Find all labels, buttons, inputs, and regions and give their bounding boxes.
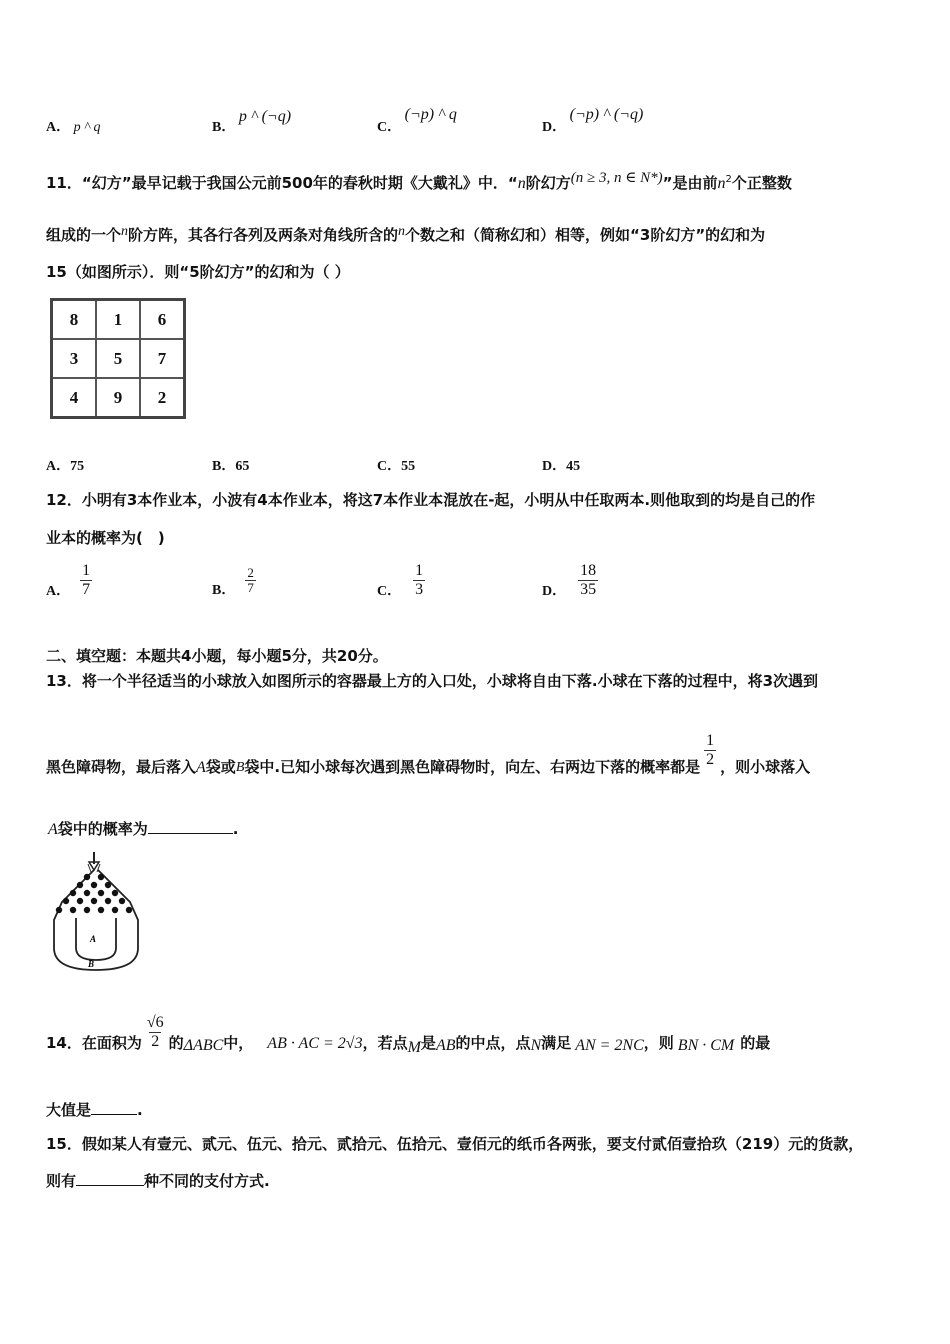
math-a: A	[48, 821, 58, 838]
math-ab: AB	[435, 1037, 456, 1055]
math-n: N	[530, 1037, 542, 1055]
q11-line-2	[46, 224, 765, 245]
text: 个数之和（简称幻和）相等，例如“3阶幻方”的幻和为	[405, 226, 766, 244]
math-b: B	[235, 760, 245, 776]
q13-line-3	[48, 818, 239, 839]
text: 的	[168, 1033, 184, 1052]
math-n: n	[398, 224, 406, 239]
numerator: 1	[706, 732, 715, 749]
numerator: 2	[247, 565, 254, 580]
math-dot-product: BN · CM	[677, 1037, 735, 1055]
fraction	[245, 566, 256, 596]
denominator: 7	[247, 580, 254, 596]
text: 的最	[740, 1033, 771, 1052]
answer-blank[interactable]	[76, 1185, 144, 1186]
math-condition: (n ≥ 3, n ∈ N*)	[570, 170, 663, 186]
text: 满足	[541, 1033, 572, 1052]
text: 种不同的支付方式.	[144, 1172, 270, 1190]
option-expr: p ^ (¬q)	[238, 108, 292, 125]
answer-blank[interactable]	[148, 833, 233, 834]
text: 是	[420, 1033, 436, 1052]
galton-container-figure	[50, 850, 142, 975]
magic-cell: 6	[140, 300, 185, 340]
table-row	[52, 339, 185, 378]
option-letter: A．	[46, 459, 71, 474]
math-a: A	[196, 759, 206, 777]
table-row	[52, 378, 185, 418]
magic-cell: 5	[96, 339, 140, 378]
text: 阶方阵，其各行各列及两条对角线所含的	[128, 226, 399, 244]
q12-option-a	[46, 562, 92, 598]
magic-cell: 4	[52, 378, 97, 418]
entry-arrow-icon	[88, 852, 100, 872]
q10-option-b	[212, 106, 292, 135]
option-letter: C．	[377, 459, 402, 474]
text: 14．在面积为	[46, 1033, 142, 1052]
text: 袋或	[205, 757, 236, 776]
label-a: A	[90, 934, 97, 944]
math-m: M	[407, 1039, 421, 1057]
text: ，则小球落入	[720, 757, 811, 776]
fraction	[80, 562, 92, 598]
text: 的中点，点	[455, 1033, 531, 1052]
section-heading: 二、填空题：本题共4小题，每小题5分，共20分。	[46, 647, 388, 665]
option-letter: C．	[377, 584, 402, 600]
q11-option-d	[542, 455, 580, 475]
text: .	[232, 820, 239, 838]
denominator: 3	[415, 580, 424, 598]
option-letter: B．	[212, 120, 236, 135]
numerator: √6	[146, 1014, 164, 1031]
option-value: 55	[401, 459, 416, 474]
magic-cell: 1	[96, 300, 140, 340]
text: ”是由前	[662, 174, 718, 192]
math-n: n	[121, 224, 129, 239]
denominator: 7	[82, 580, 91, 598]
math-n: n	[517, 175, 526, 192]
option-expr: (¬p) ^ q	[404, 106, 457, 123]
q11-line-3: 15（如图所示）．则“5阶幻方”的幻和为（ ）	[46, 263, 350, 281]
option-expr: p ^ q	[73, 120, 101, 135]
q12-option-d	[542, 562, 598, 598]
math-n: n	[717, 175, 726, 192]
q14-line-1	[46, 1014, 771, 1057]
fraction-area	[145, 1014, 166, 1050]
denominator: 35	[580, 580, 597, 598]
option-letter: B．	[212, 459, 236, 474]
q12-line-1: 12．小明有3本作业本，小波有4本作业本，将这7本作业本混放在-起，小明从中任取两本.则他取到的均是自己的作	[46, 491, 816, 509]
text: 组成的一个	[46, 226, 122, 244]
denominator: 2	[151, 1032, 160, 1050]
fraction-half	[704, 732, 716, 768]
option-letter: D．	[542, 120, 567, 135]
magic-cell: 8	[52, 300, 97, 340]
magic-square	[50, 298, 186, 419]
q10-option-d	[542, 104, 644, 135]
option-letter: A．	[46, 584, 71, 600]
text: ，则	[643, 1033, 674, 1052]
q11-option-c	[377, 455, 415, 475]
denominator: 2	[706, 750, 715, 768]
magic-cell: 3	[52, 339, 97, 378]
q10-option-c	[377, 104, 457, 135]
q13-line-1: 13．将一个半径适当的小球放入如图所示的容器最上方的入口处，小球将自由下落.小球在下落的过程中，将3次遇到	[46, 672, 819, 690]
fraction	[578, 562, 598, 598]
text: 袋中的概率为	[57, 820, 148, 838]
option-value: 75	[70, 459, 85, 474]
option-letter: C．	[377, 120, 402, 135]
text: 11．“幻方”最早记载于我国公元前500年的春秋时期《大戴礼》中．“	[46, 174, 518, 192]
q12-line-2: 业本的概率为( )	[46, 529, 165, 547]
text: 则有	[46, 1172, 77, 1190]
text: .	[137, 1101, 143, 1119]
numerator: 18	[580, 562, 597, 579]
numerator: 1	[82, 562, 91, 579]
magic-cell: 7	[140, 339, 185, 378]
math-triangle: ΔABC	[183, 1037, 224, 1055]
option-value: 45	[566, 459, 581, 474]
text: 阶幻方	[525, 174, 571, 192]
fraction	[413, 562, 425, 598]
option-letter: D．	[542, 459, 567, 474]
q14-line-2	[46, 1099, 143, 1120]
label-b: B	[88, 959, 95, 969]
magic-cell: 9	[96, 378, 140, 418]
text: 中，	[223, 1033, 254, 1052]
q15-line-1: 15．假如某人有壹元、贰元、伍元、拾元、贰拾元、伍拾元、壹佰元的纸币各两张，要支付贰佰壹拾玖（219）元的货款，	[46, 1135, 864, 1153]
table-row	[52, 300, 185, 340]
text: 大值是	[46, 1101, 92, 1119]
q11-option-b	[212, 455, 249, 475]
q10-option-a	[46, 116, 101, 136]
option-letter: B．	[212, 582, 236, 598]
q11-line-1	[46, 172, 792, 193]
q15-line-2	[46, 1170, 270, 1191]
q12-option-b	[212, 566, 256, 596]
text: ，若点	[362, 1033, 408, 1052]
text: 袋中.已知小球每次遇到黑色障碍物时，向左、右两边下落的概率都是	[244, 757, 701, 776]
text: 黑色障碍物，最后落入	[46, 757, 197, 776]
q11-option-a	[46, 455, 84, 475]
magic-cell: 2	[140, 378, 185, 418]
superscript: 2	[725, 174, 732, 185]
option-expr: (¬p) ^ (¬q)	[569, 106, 644, 123]
math-equation: AN = 2NC	[575, 1037, 644, 1055]
math-dot-product: AB · AC = 2√3	[267, 1035, 363, 1053]
text: 个正整数	[731, 174, 792, 192]
option-value: 65	[235, 459, 250, 474]
numerator: 1	[415, 562, 424, 579]
q12-option-c	[377, 562, 425, 598]
q13-line-2	[46, 732, 811, 777]
option-letter: D．	[542, 584, 567, 600]
option-letter: A．	[46, 120, 71, 135]
answer-blank[interactable]	[91, 1114, 137, 1115]
